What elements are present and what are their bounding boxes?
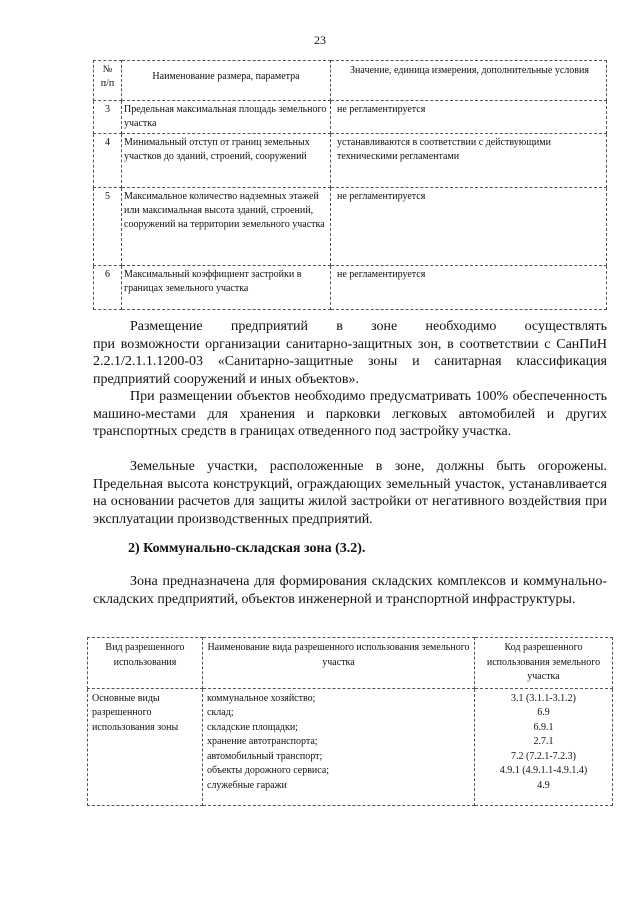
table-header-row bbox=[88, 638, 613, 689]
row-name: Максимальный коэффициент застройки в границах земельного участка bbox=[122, 266, 331, 310]
list-item: служебные гаражи bbox=[207, 779, 287, 791]
list-item: 3.1 (3.1.1-3.1.2) bbox=[511, 692, 576, 704]
table-header-row bbox=[94, 61, 607, 101]
list-item: автомобильный транспорт; bbox=[207, 750, 323, 762]
list-item: хранение автотранспорта; bbox=[207, 736, 318, 747]
code-list bbox=[475, 688, 613, 805]
row-value: не регламентируется bbox=[331, 266, 607, 310]
parameters-table bbox=[93, 60, 607, 310]
header-use-code: Код разрешенного использования земельного участка bbox=[475, 638, 613, 689]
table-row bbox=[88, 688, 613, 805]
list-item: 6.9 bbox=[537, 707, 550, 718]
paragraph-3: Земельные участки, расположенные в зоне, должны быть огорожены. Предельная высота конструкций, ограждающих земельный участок, устанавливается на основании расчетов для защиты жилой застройки от негативного воздействия при эксплуатации производственных предприятий. bbox=[93, 459, 607, 527]
row-num: 3 bbox=[94, 101, 122, 134]
table-row bbox=[94, 101, 607, 134]
list-item: объекты дорожного сервиса; bbox=[207, 765, 330, 776]
header-value: Значение, единица измерения, дополнительные условия bbox=[331, 61, 607, 101]
header-name: Наименование размера, параметра bbox=[122, 61, 331, 101]
table-row bbox=[94, 134, 607, 188]
use-category: Основные виды разрешенного использования зоны bbox=[88, 688, 203, 805]
header-use-type: Вид разрешенного использования bbox=[88, 638, 203, 689]
page-number: 23 bbox=[314, 33, 326, 47]
header-num-line2: п/п bbox=[100, 78, 115, 89]
row-name: Минимальный отступ от границ земельных участков до зданий, строений, сооружений bbox=[122, 134, 331, 188]
permitted-use-table bbox=[87, 637, 613, 806]
paragraph-1-line1: Размещение предприятий в зоне необходимо осуществлять bbox=[130, 319, 607, 334]
paragraph-1: при возможности организации санитарно-защитных зон, в соответствии с СанПиН 2.2.1/2.1.1.1200-03 «Санитарно-защитные зоны и санитарная классификация предприятий сооружений и иных объектов». bbox=[93, 336, 607, 387]
row-num: 4 bbox=[94, 134, 122, 188]
list-item: коммунальное хозяйство; bbox=[207, 692, 316, 704]
list-item: 6.9.1 bbox=[533, 721, 554, 733]
row-name: Предельная максимальная площадь земельного участка bbox=[122, 101, 331, 134]
list-item: 2.7.1 bbox=[533, 736, 554, 747]
header-num bbox=[94, 61, 122, 101]
row-num: 5 bbox=[94, 188, 122, 266]
row-name: Максимальное количество надземных этажей или максимальная высота зданий, строений, сооружений на территории земельного участка bbox=[122, 188, 331, 266]
header-num-line1: № bbox=[102, 64, 113, 75]
table-row bbox=[94, 266, 607, 310]
paragraph-4: Зона предназначена для формирования складских комплексов и коммунально-складских предприятий, объектов инженерной и транспортной инфраструктуры. bbox=[93, 574, 607, 607]
list-item: 7.2 (7.2.1-7.2.3) bbox=[511, 750, 576, 762]
list-item: 4.9.1 (4.9.1.1-4.9.1.4) bbox=[499, 765, 588, 776]
row-value: не регламентируется bbox=[331, 101, 607, 134]
row-value: не регламентируется bbox=[331, 188, 607, 266]
list-item: складские площадки; bbox=[207, 721, 298, 733]
table-row bbox=[94, 188, 607, 266]
row-num: 6 bbox=[94, 266, 122, 310]
section-heading: 2) Коммунально-складская зона (3.2). bbox=[128, 541, 366, 556]
use-list bbox=[203, 688, 475, 805]
header-use-name: Наименование вида разрешенного использования земельного участка bbox=[203, 638, 475, 689]
list-item: склад; bbox=[207, 707, 234, 718]
row-value: устанавливаются в соответствии с действующими техническими регламентами bbox=[331, 134, 607, 188]
paragraph-2: При размещении объектов необходимо предусматривать 100% обеспеченность машино-местами для хранения и парковки легковых автомобилей и других транспортных средств в границах отведенного под застройку участка. bbox=[93, 389, 607, 440]
list-item: 4.9 bbox=[537, 779, 550, 791]
